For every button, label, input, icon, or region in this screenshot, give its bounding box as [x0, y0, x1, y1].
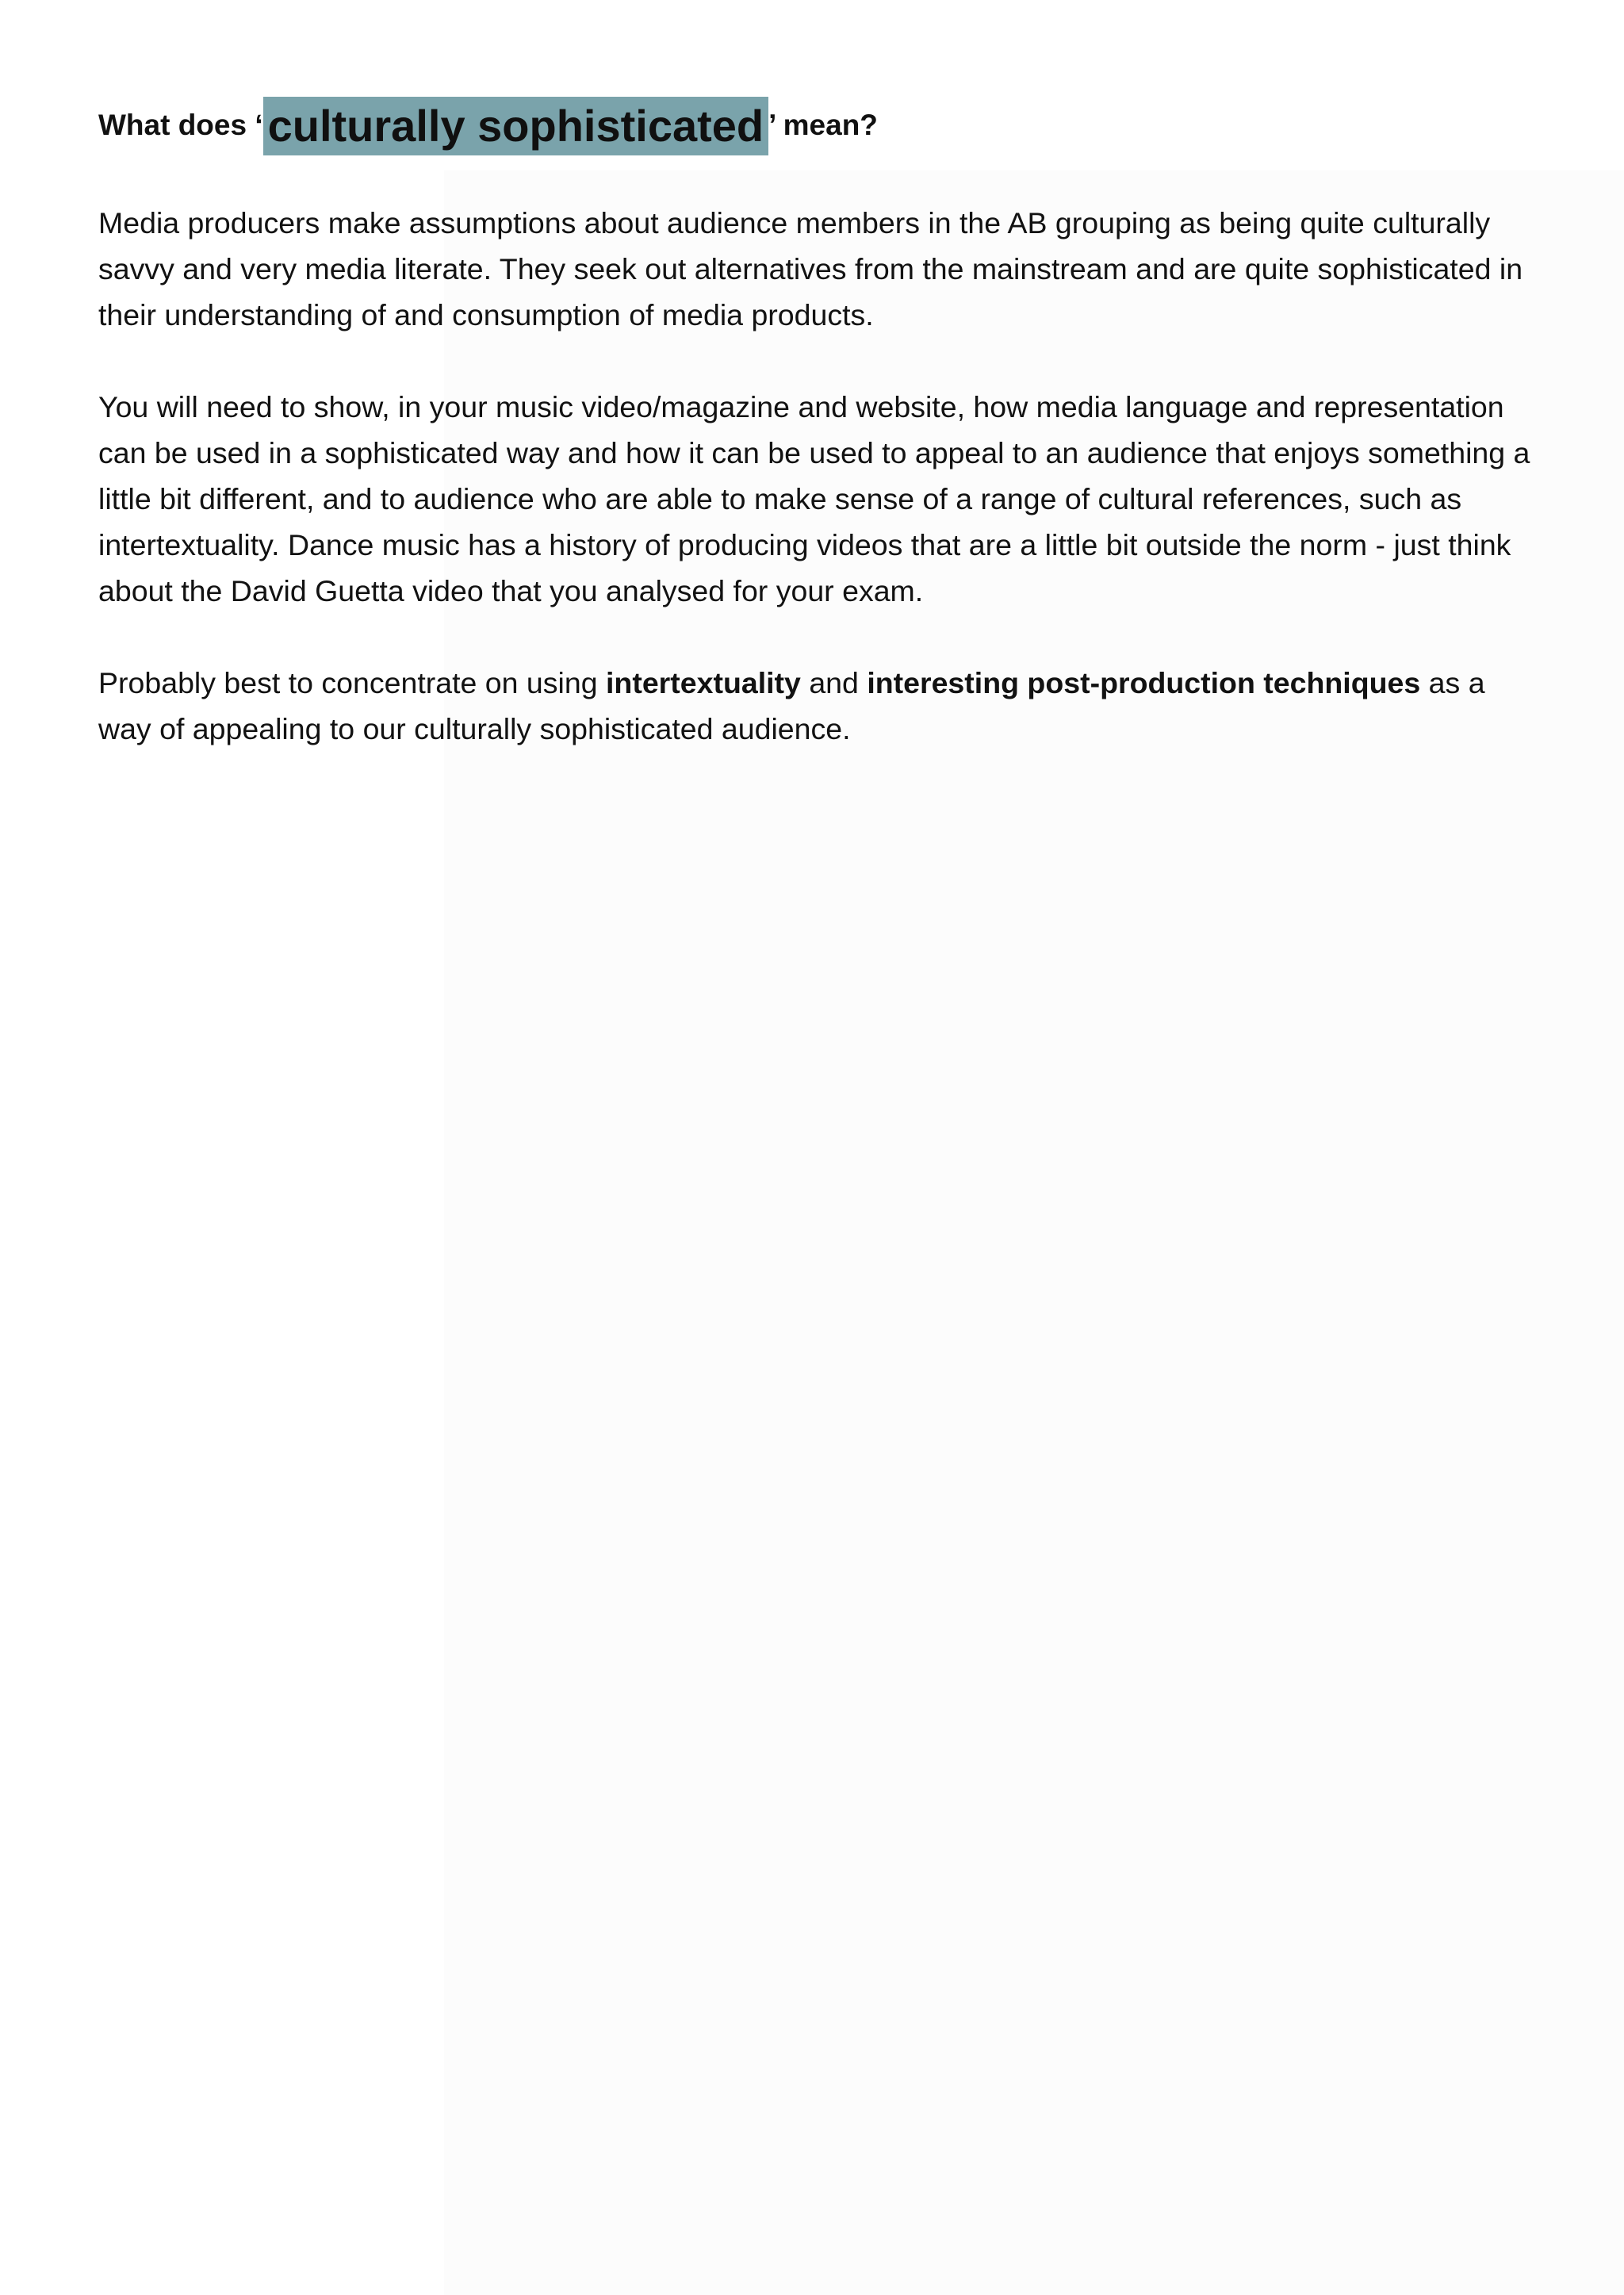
title-highlight: culturally sophisticated	[263, 97, 769, 155]
recommendation-text-2: and	[800, 666, 868, 699]
title-prefix: What does ‘	[98, 109, 263, 141]
paragraph-recommendation	[98, 660, 1542, 752]
page-title	[98, 94, 1542, 157]
paragraph-audience-assumptions: Media producers make assumptions about audience members in the AB grouping as being quite culturally savvy and very media literate. They seek out alternatives from the mainstream and are quite sophisticated in their understanding of and consumption of media products.	[98, 206, 1523, 331]
recommendation-text-3: as a way of appealing to our culturally sophisticated audience.	[98, 666, 1485, 745]
paragraph-media-language: You will need to show, in your music video/magazine and website, how media language and representation can be used in a sophisticated way and how it can be used to appeal to an audience that enjoys something a little bit different, and to audience who are able to make sense of a range of cultural references, such as intertextuality. Dance music has a history of producing videos that are a little bit outside the norm - just think about the David Guetta video that you analysed for your exam.	[98, 390, 1530, 607]
bold-term-intertextuality: intertextuality	[606, 666, 801, 699]
bold-term-post-production: interesting post-production techniques	[867, 666, 1421, 699]
recommendation-text-1: Probably best to concentrate on using	[98, 666, 606, 699]
title-suffix: ’ mean?	[768, 109, 878, 141]
document-content	[98, 94, 1542, 752]
